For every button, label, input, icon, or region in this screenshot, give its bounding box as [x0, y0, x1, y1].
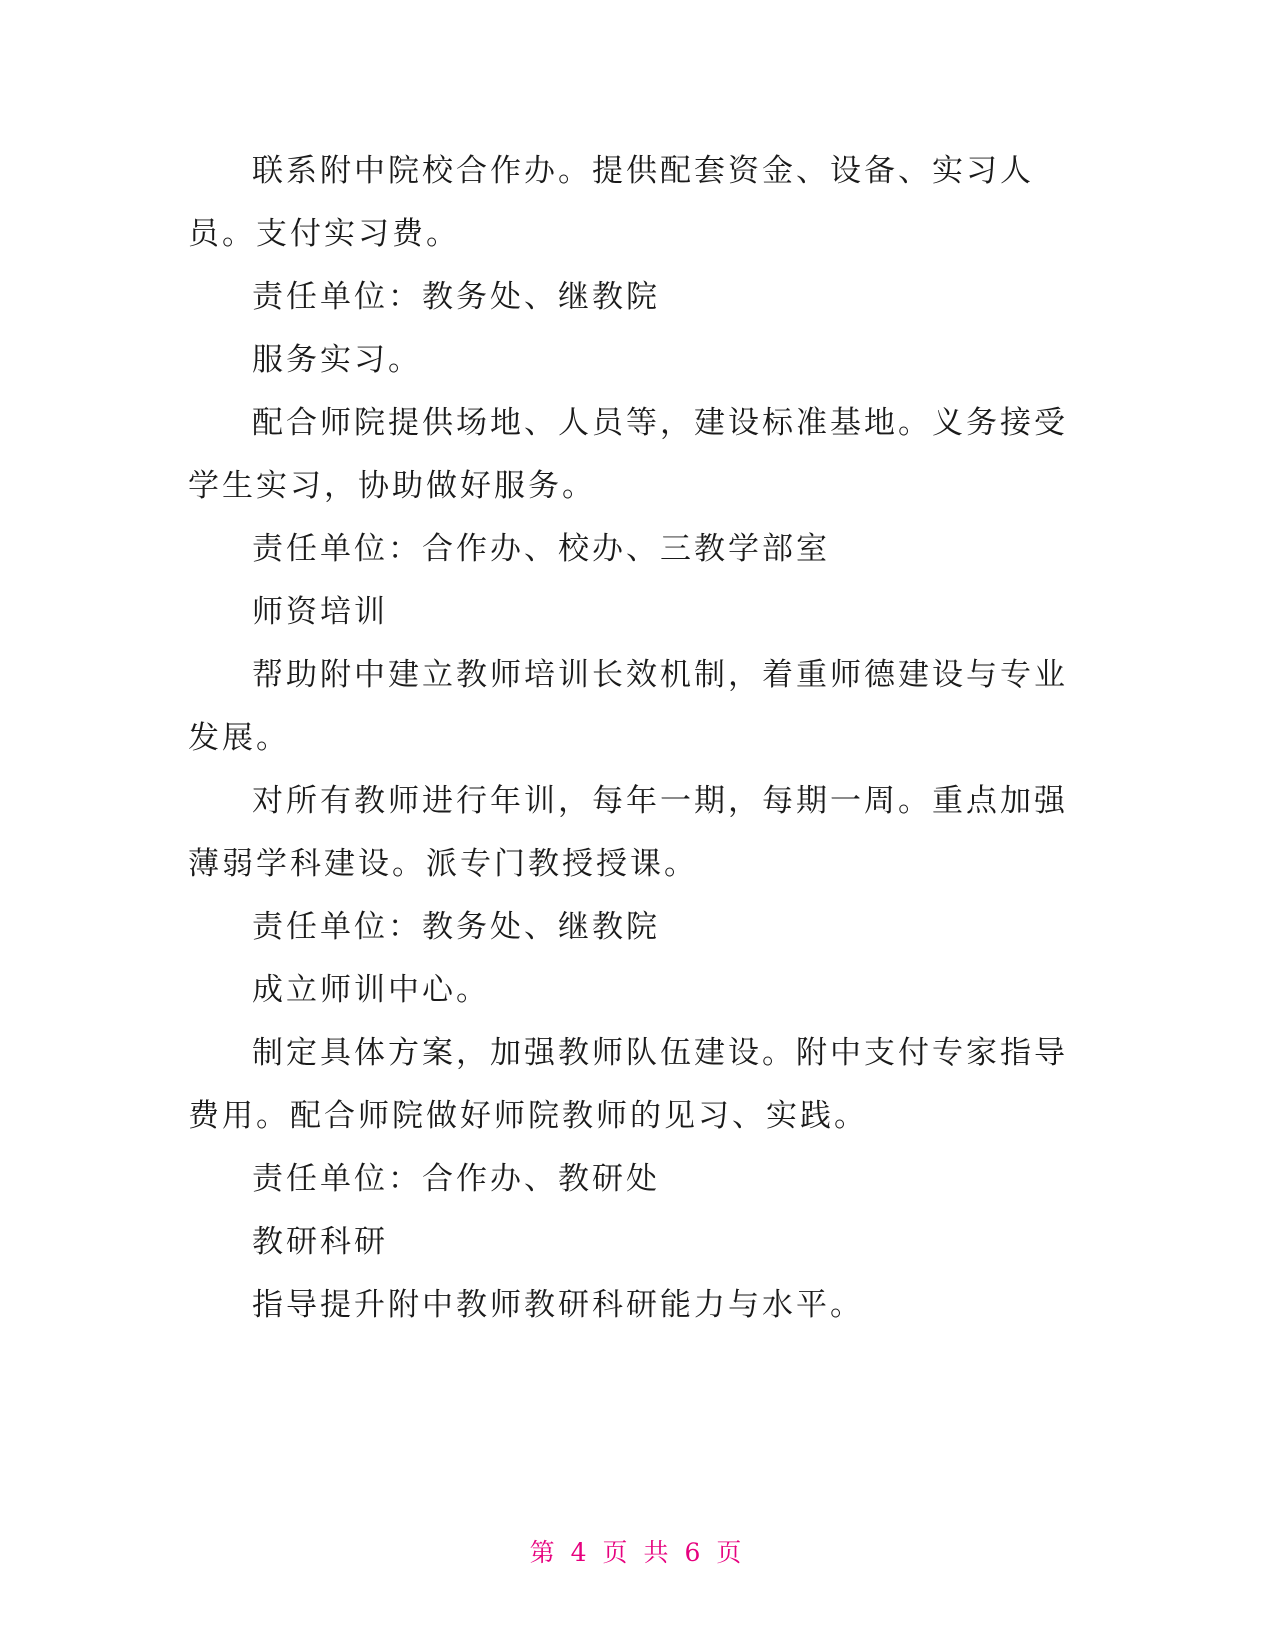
footer-current-page: 4 — [570, 1538, 591, 1567]
paragraph: 帮助附中建立教师培训长效机制，着重师德建设与专业发展。 — [188, 657, 1068, 756]
paragraph: 对所有教师进行年训，每年一期，每期一周。重点加强薄弱学科建设。派专门教授授课。 — [188, 783, 1068, 882]
paragraph: 配合师院提供场地、人员等，建设标准基地。义务接受学生实习，协助做好服务。 — [188, 405, 1068, 504]
paragraph: 指导提升附中教师教研科研能力与水平。 — [252, 1287, 864, 1323]
paragraph: 制定具体方案，加强教师队伍建设。附中支付专家指导费用。配合师院做好师院教师的见习、实践。 — [188, 1035, 1068, 1134]
paragraph: 责任单位：教务处、继教院 — [252, 909, 660, 945]
document-body — [188, 140, 1088, 1337]
footer-prefix: 第 — [529, 1538, 559, 1567]
paragraph: 责任单位：合作办、校办、三教学部室 — [252, 531, 830, 567]
section-heading: 师资培训 — [252, 594, 388, 630]
section-heading: 教研科研 — [252, 1224, 388, 1260]
paragraph: 联系附中院校合作办。提供配套资金、设备、实习人员。支付实习费。 — [188, 153, 1034, 252]
paragraph: 责任单位：教务处、继教院 — [252, 279, 660, 315]
footer-middle: 页 共 — [602, 1538, 673, 1567]
page-number-footer — [0, 1533, 1275, 1569]
paragraph: 服务实习。 — [252, 342, 422, 378]
paragraph: 成立师训中心。 — [252, 972, 490, 1008]
footer-total-pages: 6 — [684, 1538, 705, 1567]
paragraph: 责任单位：合作办、教研处 — [252, 1161, 660, 1197]
footer-suffix: 页 — [716, 1538, 746, 1567]
